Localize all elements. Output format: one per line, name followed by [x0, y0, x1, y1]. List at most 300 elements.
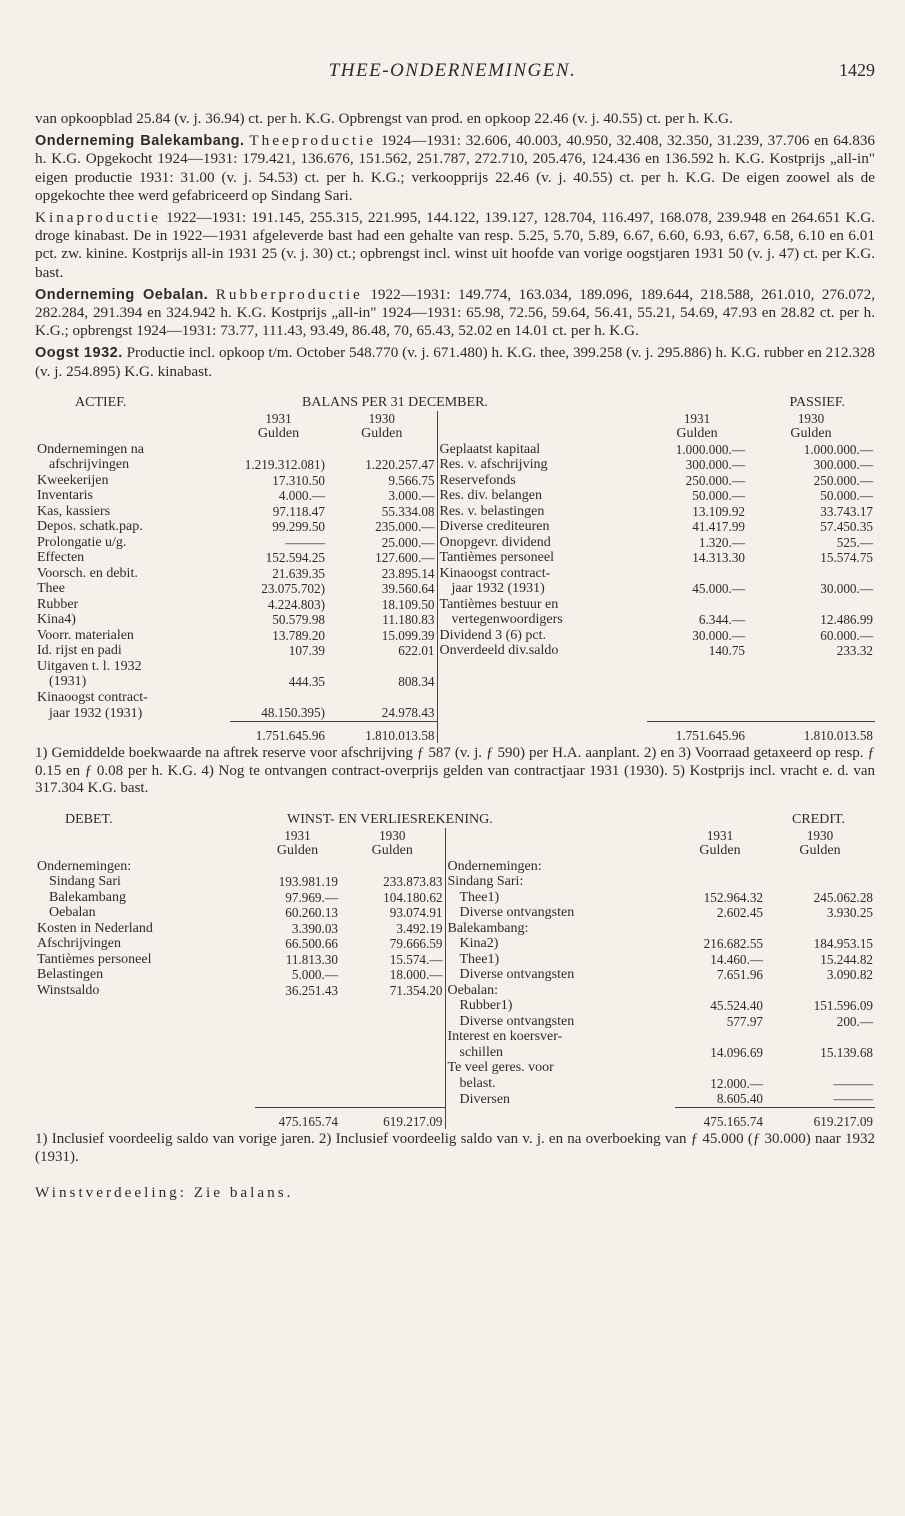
right-value-1931: 12.000.—: [710, 1075, 763, 1091]
oebalan-text: 1922—1931: 149.774, 163.034, 189.096, 189.644, 218.588, 261.010, 276.072, 282.284, 291.394 en 324.942 h. K.G. Kostprijs „all-in" 1924—1931: 65.98, 72.56, 59.64, 56.41, 55.21, 54.69, 47.93 en 28.82 ct. per h. K.G.; opbrengst 1924—1931: 73.77, 111.43, 93.49, 86.48, 70, 65.43, 52.02 en 14.01 ct. per h. K.G.: [35, 285, 876, 340]
right-value-1931: 41.417.99: [692, 519, 745, 535]
left-label: Thee: [37, 581, 65, 597]
right-label: Onopgevr. dividend: [437, 535, 647, 551]
left-value-1931: [230, 442, 327, 458]
right-label: Tantièmes bestuur en: [437, 597, 647, 613]
right-label: [437, 659, 647, 675]
right-label: vertegenwoordigers: [437, 612, 647, 628]
table-row: [35, 921, 875, 937]
left-value-1930: 79.666.59: [389, 936, 443, 952]
right-value-1930: [747, 659, 875, 675]
oebalan-heading: Onderneming Oebalan.: [35, 286, 209, 303]
left-value-1931: 97.969.—: [285, 889, 338, 905]
left-label: Rubber: [37, 596, 79, 612]
right-value-1931: 14.096.69: [710, 1044, 763, 1060]
table-row: [35, 473, 875, 489]
left-value-1931: 5.000.—: [291, 967, 338, 983]
left-value-1930: 15.099.39: [381, 627, 435, 643]
oogst-paragraph: [35, 344, 875, 380]
right-value-1931: 577.97: [726, 1013, 763, 1029]
left-value-1930: 11.180.83: [382, 612, 435, 628]
left-value-1930: [340, 859, 445, 875]
left-label: [35, 998, 255, 1014]
table-row: [35, 1076, 875, 1092]
right-label: Te veel geres. voor: [445, 1060, 675, 1076]
left-label: Kosten in Nederland: [37, 920, 153, 936]
table-row: [35, 1014, 875, 1030]
right-value-1930: [747, 674, 875, 690]
right-value-1930: 3.930.25: [826, 905, 873, 921]
left-value-1930: 93.074.91: [389, 905, 443, 921]
table-row: [35, 674, 875, 690]
right-label: Interest en koersver-: [445, 1029, 675, 1045]
left-value-1930: 3.000.—: [388, 488, 435, 504]
left-value-1930: 18.109.50: [381, 596, 435, 612]
right-label: Tantièmes personeel: [437, 550, 647, 566]
left-value-1931: [255, 1014, 340, 1030]
right-label: Diverse crediteuren: [437, 519, 647, 535]
right-label: Res. v. afschrijving: [437, 457, 647, 473]
winstverdeeling-text: Winstverdeeling: Zie balans.: [35, 1184, 294, 1202]
right-label: Thee1): [445, 890, 675, 906]
table-row: [35, 535, 875, 551]
left-value-1930: [340, 1014, 445, 1030]
right-label: Geplaatst kapitaal: [437, 442, 647, 458]
actief-heading: ACTIEF.: [75, 394, 127, 410]
balekambang-text: 1924—1931: 32.606, 40.003, 40.950, 32.408, 32.350, 31.239, 37.706 en 64.836 h. K.G. Opgekocht 1924—1931: 179.421, 136.676, 151.562, 251.787, 272.710, 205.476, 124.436 en 136.592 h. K.G. Kostprijs „all-in" eigen productie 1931: 31.00 (v. j. 54.53) ct. per h. K.G.; verkoopprijs 22.46 (v. j. 40.55) ct. per h. K.G. De eigen zoowel als de opgekochte thee werd gefabriceerd op Sindang Sari.: [35, 132, 876, 204]
right-value-1930: 3.090.82: [826, 967, 873, 983]
table-row: [35, 504, 875, 520]
right-label: Reservefonds: [437, 473, 647, 489]
right-value-1930: [765, 859, 875, 875]
left-label: [35, 1014, 255, 1030]
table-row: [35, 581, 875, 597]
left-value-1930: 15.574.—: [389, 951, 443, 967]
thee-productie-label: Theeproductie: [249, 132, 377, 150]
right-value-1930: 15.574.75: [820, 550, 873, 566]
left-label: Afschrijvingen: [37, 936, 121, 952]
table-row: [35, 1060, 875, 1076]
left-value-1931: 17.310.50: [272, 472, 325, 488]
right-label: Kina2): [445, 936, 675, 952]
left-label: Oebalan: [49, 905, 96, 921]
left-value-1930: [340, 1091, 445, 1107]
left-value-1930: 71.354.20: [389, 982, 443, 998]
right-value-1930: 200.—: [836, 1013, 873, 1029]
right-value-1931: [675, 874, 765, 890]
right-label: Res. v. belastingen: [437, 504, 647, 520]
left-label: afschrijvingen: [49, 457, 130, 473]
left-value-1930: [327, 659, 437, 675]
left-value-1931: 3.390.03: [291, 920, 338, 936]
right-value-1930: 33.743.17: [820, 503, 873, 519]
total-debet-1931: 475.165.74: [255, 1107, 340, 1129]
right-value-1931: 250.000.—: [685, 472, 745, 488]
right-value-1931: 1.320.—: [698, 534, 745, 550]
right-value-1931: [647, 674, 747, 690]
table-row: [35, 1045, 875, 1061]
balekambang-paragraph: [35, 132, 875, 205]
intro-paragraph: van opkoopblad 25.84 (v. j. 36.94) ct. per h. K.G. Opbrengst van prod. en opkoop 22.46 (v. j. 40.55) ct. per h. K.G.: [35, 110, 733, 127]
profit-loss-unit-row: [35, 843, 875, 859]
balance-unit-row: [35, 426, 875, 442]
right-value-1930: 184.953.15: [813, 936, 873, 952]
left-label: [35, 1091, 255, 1107]
left-value-1930: [340, 998, 445, 1014]
table-row: [35, 905, 875, 921]
left-value-1931: 11.813.30: [285, 951, 338, 967]
unit-label: Gulden: [799, 843, 841, 859]
profit-loss-title: WINST- EN VERLIESREKENING.: [287, 811, 493, 827]
profit-loss-title-row: [35, 812, 875, 828]
balance-sheet-table: [35, 395, 875, 744]
left-value-1931: 107.39: [288, 643, 325, 659]
right-value-1930: ———: [833, 1091, 873, 1107]
table-row: [35, 659, 875, 675]
unit-label: Gulden: [257, 426, 300, 442]
right-value-1931: [675, 859, 765, 875]
unit-label: Gulden: [676, 426, 718, 442]
left-label: Kas, kassiers: [37, 503, 111, 519]
left-value-1931: 4.000.—: [278, 488, 325, 504]
table-row: [35, 952, 875, 968]
right-value-1930: [747, 566, 875, 582]
left-value-1931: [255, 1060, 340, 1076]
left-label: Prolongatie u/g.: [37, 534, 127, 550]
left-value-1930: 622.01: [398, 643, 435, 659]
running-title: THEE-ONDERNEMINGEN.: [328, 60, 577, 81]
page-number: 1429: [839, 60, 875, 80]
left-value-1930: [327, 442, 437, 458]
table-row: [35, 705, 875, 721]
right-value-1930: 50.000.—: [820, 488, 873, 504]
page-header: [0, 60, 905, 86]
balance-year-row: [35, 411, 875, 427]
table-row: [35, 550, 875, 566]
right-value-1931: [647, 659, 747, 675]
year-1930: 1930: [806, 827, 834, 843]
left-label: (1931): [49, 674, 87, 690]
balekambang-heading: Onderneming Balekambang.: [35, 133, 245, 150]
right-value-1931: 45.524.40: [710, 998, 763, 1014]
left-value-1930: 104.180.62: [383, 889, 443, 905]
balance-footnotes: 1) Gemiddelde boekwaarde na aftrek reserve voor afschrijving ƒ 587 (v. j. ƒ 590) per H.A. aanplant. 2) en 3) Voorraad getaxeerd op resp. ƒ 0.15 en ƒ 0.08 per h. K.G. 4) Nog te ontvangen contract-overprijs gelden van contractjaar 1931 (1930). 5) Kostprijs incl. vracht e. d. van 317.304 K.G. bast.: [35, 745, 875, 797]
total-credit-1930: 619.217.09: [765, 1107, 875, 1129]
right-value-1931: [675, 921, 765, 937]
right-value-1930: [765, 921, 875, 937]
balance-sheet-title: BALANS PER 31 DECEMBER.: [302, 394, 488, 410]
table-row: [35, 859, 875, 875]
right-value-1930: [747, 690, 875, 706]
right-value-1930: 245.062.28: [813, 889, 873, 905]
right-label: Diverse ontvangsten: [445, 967, 675, 983]
left-value-1931: 66.500.66: [285, 936, 338, 952]
left-value-1931: 60.260.13: [285, 905, 338, 921]
left-value-1930: 39.560.64: [381, 581, 435, 597]
left-label: Sindang Sari: [49, 874, 121, 890]
right-value-1930: 525.—: [836, 534, 873, 550]
right-label: [437, 705, 647, 721]
right-label: Thee1): [445, 952, 675, 968]
right-value-1930: 151.596.09: [813, 998, 873, 1014]
right-label: Rubber1): [445, 998, 675, 1014]
right-label: Onverdeeld div.saldo: [437, 643, 647, 659]
oogst-text: Productie incl. opkoop t/m. October 548.770 (v. j. 671.480) h. K.G. thee, 399.258 (v. j. 295.886) h. K.G. rubber en 212.328 (v. j. 254.895) K.G. kinabast.: [35, 344, 876, 380]
right-value-1931: 7.651.96: [716, 967, 763, 983]
balance-total-row: [35, 721, 875, 743]
table-row: [35, 936, 875, 952]
right-label: [437, 690, 647, 706]
left-label: Inventaris: [37, 488, 93, 504]
left-value-1931: 48.150.395): [261, 705, 325, 721]
left-value-1930: 23.895.14: [381, 565, 435, 581]
left-label: Kina4): [37, 612, 76, 628]
left-value-1930: 18.000.—: [389, 967, 443, 983]
left-value-1931: [255, 998, 340, 1014]
right-value-1930: 60.000.—: [820, 627, 873, 643]
right-value-1930: 300.000.—: [813, 457, 873, 473]
right-value-1930: [765, 874, 875, 890]
unit-label: Gulden: [361, 426, 403, 442]
left-value-1931: 444.35: [288, 674, 325, 690]
winstverdeeling-line: [35, 1184, 875, 1202]
right-label: [437, 674, 647, 690]
left-value-1930: 24.978.43: [381, 705, 435, 721]
right-value-1930: 57.450.35: [820, 519, 873, 535]
right-value-1931: 14.460.—: [710, 951, 763, 967]
year-1931: 1931: [265, 410, 292, 426]
left-value-1931: [255, 1045, 340, 1061]
left-value-1931: ———: [285, 534, 325, 550]
right-value-1930: [765, 1029, 875, 1045]
year-1930: 1930: [379, 827, 406, 843]
right-label: Diversen: [445, 1091, 675, 1107]
table-row: [35, 566, 875, 582]
left-label: [35, 1029, 255, 1045]
left-value-1931: 50.579.98: [272, 612, 325, 628]
right-label: belast.: [445, 1076, 675, 1092]
left-value-1930: 9.566.75: [388, 472, 435, 488]
left-value-1931: 193.981.19: [278, 874, 338, 890]
left-value-1931: [230, 659, 327, 675]
right-value-1931: 50.000.—: [692, 488, 745, 504]
debet-heading: DEBET.: [65, 811, 113, 827]
table-row: [35, 457, 875, 473]
total-actief-1930: 1.810.013.58: [327, 721, 437, 743]
left-value-1931: [230, 690, 327, 706]
left-value-1930: [340, 1076, 445, 1092]
right-value-1931: 216.682.55: [703, 936, 763, 952]
right-value-1931: [675, 1029, 765, 1045]
right-value-1930: 250.000.—: [813, 472, 873, 488]
left-value-1930: [340, 1045, 445, 1061]
balance-sheet-title-row: [35, 395, 875, 411]
right-value-1931: [647, 705, 747, 721]
total-credit-1931: 475.165.74: [675, 1107, 765, 1129]
left-value-1931: 36.251.43: [285, 982, 338, 998]
profit-loss-table: [35, 812, 875, 1130]
right-value-1930: [765, 983, 875, 999]
left-label: Ondernemingen:: [37, 858, 132, 874]
credit-heading: CREDIT.: [791, 811, 845, 827]
left-label: Ondernemingen na: [37, 441, 144, 457]
passief-heading: PASSIEF.: [789, 394, 845, 410]
total-passief-1931: 1.751.645.96: [647, 721, 747, 743]
right-value-1931: 1.000.000.—: [675, 441, 745, 457]
left-value-1930: 127.600.—: [375, 550, 435, 566]
left-value-1931: [255, 1029, 340, 1045]
kina-paragraph: [35, 209, 875, 282]
right-value-1931: 152.964.32: [703, 889, 763, 905]
right-label: Diverse ontvangsten: [445, 1014, 675, 1030]
left-label: Balekambang: [49, 889, 126, 905]
right-value-1930: 15.244.82: [820, 951, 873, 967]
unit-label: Gulden: [276, 843, 319, 859]
page-body: [35, 110, 875, 1207]
right-value-1931: 45.000.—: [692, 581, 745, 597]
table-row: [35, 1029, 875, 1045]
year-1930: 1930: [368, 410, 395, 426]
left-value-1931: 23.075.702): [261, 581, 325, 597]
unit-label: Gulden: [699, 843, 741, 859]
left-label: Tantièmes personeel: [37, 951, 152, 967]
year-1931: 1931: [284, 827, 311, 843]
right-value-1931: [647, 566, 747, 582]
right-value-1931: [647, 690, 747, 706]
oogst-heading: Oogst 1932.: [35, 345, 123, 362]
table-row: [35, 967, 875, 983]
left-label: Effecten: [37, 550, 85, 566]
left-label: Voorr. materialen: [37, 627, 134, 643]
left-value-1930: 3.492.19: [396, 920, 443, 936]
right-value-1930: 15.139.68: [820, 1044, 873, 1060]
right-label: Kinaoogst contract-: [437, 566, 647, 582]
table-row: [35, 628, 875, 644]
right-value-1931: 8.605.40: [716, 1091, 763, 1107]
table-row: [35, 519, 875, 535]
right-value-1931: 2.602.45: [716, 905, 763, 921]
left-value-1930: 25.000.—: [381, 534, 435, 550]
right-label: Dividend 3 (6) pct.: [437, 628, 647, 644]
total-debet-1930: 619.217.09: [340, 1107, 445, 1129]
rubber-productie-label: Rubberproductie: [215, 285, 363, 303]
left-value-1930: [340, 1060, 445, 1076]
left-label: Voorsch. en debit.: [37, 565, 138, 581]
left-label: Kweekerijen: [37, 472, 109, 488]
right-value-1931: [675, 983, 765, 999]
table-row: [35, 690, 875, 706]
kina-productie-label: Kinaproductie: [35, 209, 161, 227]
right-value-1931: 300.000.—: [685, 457, 745, 473]
oebalan-paragraph: [35, 286, 875, 341]
left-label: jaar 1932 (1931): [49, 705, 143, 721]
left-label: Kinaoogst contract-: [37, 689, 148, 705]
table-row: [35, 890, 875, 906]
total-actief-1931: 1.751.645.96: [230, 721, 327, 743]
left-value-1931: 21.639.35: [272, 565, 325, 581]
profit-loss-year-row: [35, 828, 875, 844]
left-value-1930: 808.34: [398, 674, 435, 690]
left-value-1931: [255, 1091, 340, 1107]
unit-label: Gulden: [371, 843, 413, 859]
right-value-1930: 30.000.—: [820, 581, 873, 597]
total-passief-1930: 1.810.013.58: [747, 721, 875, 743]
left-value-1931: [255, 859, 340, 875]
table-row: [35, 998, 875, 1014]
left-value-1931: 152.594.25: [265, 550, 325, 566]
right-value-1930: 1.000.000.—: [803, 441, 873, 457]
year-1931: 1931: [683, 410, 711, 426]
right-label: jaar 1932 (1931): [437, 581, 647, 597]
right-value-1930: [747, 705, 875, 721]
right-label: Res. div. belangen: [437, 488, 647, 504]
table-row: [35, 597, 875, 613]
profit-loss-footnotes: 1) Inclusief voordeelig saldo van vorige jaren. 2) Inclusief voordeelig saldo van v. j. en na overboeking van ƒ 45.000 (ƒ 30.000) naar 1932 (1931).: [35, 1131, 875, 1165]
profit-loss-total-row: [35, 1107, 875, 1129]
table-row: [35, 983, 875, 999]
right-value-1931: 14.313.30: [692, 550, 745, 566]
left-value-1931: 99.299.50: [272, 519, 325, 535]
right-value-1931: 140.75: [708, 643, 745, 659]
table-row: [35, 612, 875, 628]
left-label: Depos. schatk.pap.: [37, 519, 143, 535]
left-label: [35, 1045, 255, 1061]
left-label: Belastingen: [37, 967, 104, 983]
kina-text: 1922—1931: 191.145, 255.315, 221.995, 144.122, 139.127, 128.704, 116.497, 168.078, 239.948 en 264.651 K.G. droge kinabast. De in 1922—1931 afgeleverde bast had een gehalte van resp. 5.25, 5.70, 5.89, 6.67, 6.60, 6.93, 6.67, 6.58, 6.10 en 6.01 pct. zw. kinine. Kostprijs all-in 1931 25 (v. j. 30) ct.; opbrengst incl. winst uit hoofde van vorige oogstjaren 1931 50 (v. j. 47) ct. per K.G. bast.: [35, 209, 876, 281]
left-label: Uitgaven t. l. 1932: [37, 658, 142, 674]
left-label: [35, 1060, 255, 1076]
right-label: schillen: [445, 1045, 675, 1061]
unit-label: Gulden: [790, 426, 832, 442]
left-value-1931: 13.789.20: [272, 627, 325, 643]
right-value-1931: 6.344.—: [698, 612, 745, 628]
left-value-1930: 233.873.83: [383, 874, 443, 890]
left-value-1931: 1.219.312.081): [244, 457, 325, 473]
right-label: Balekambang:: [445, 921, 675, 937]
right-label: Oebalan:: [445, 983, 675, 999]
left-value-1930: 235.000.—: [375, 519, 435, 535]
right-label: Ondernemingen:: [445, 859, 675, 875]
right-value-1930: [747, 597, 875, 613]
table-row: [35, 488, 875, 504]
left-value-1930: [340, 1029, 445, 1045]
right-value-1930: 233.32: [836, 643, 873, 659]
right-value-1931: 30.000.—: [692, 627, 745, 643]
left-value-1931: 4.224.803): [267, 596, 325, 612]
year-1930: 1930: [797, 410, 825, 426]
right-label: Diverse ontvangsten: [445, 905, 675, 921]
left-label: Id. rijst en padi: [37, 643, 122, 659]
right-value-1931: [675, 1060, 765, 1076]
right-label: Sindang Sari:: [445, 874, 675, 890]
right-value-1931: 13.109.92: [692, 503, 745, 519]
left-value-1931: [255, 1076, 340, 1092]
left-value-1930: [327, 690, 437, 706]
right-value-1930: 12.486.99: [820, 612, 873, 628]
table-row: [35, 1091, 875, 1107]
year-1931: 1931: [706, 827, 734, 843]
table-row: [35, 874, 875, 890]
right-value-1930: ———: [833, 1075, 873, 1091]
left-label: [35, 1076, 255, 1092]
left-value-1930: 1.220.257.47: [365, 457, 435, 473]
table-row: [35, 643, 875, 659]
right-value-1931: [647, 597, 747, 613]
right-value-1930: [765, 1060, 875, 1076]
table-row: [35, 442, 875, 458]
left-value-1930: 55.334.08: [381, 503, 435, 519]
left-label: Winstsaldo: [37, 982, 100, 998]
